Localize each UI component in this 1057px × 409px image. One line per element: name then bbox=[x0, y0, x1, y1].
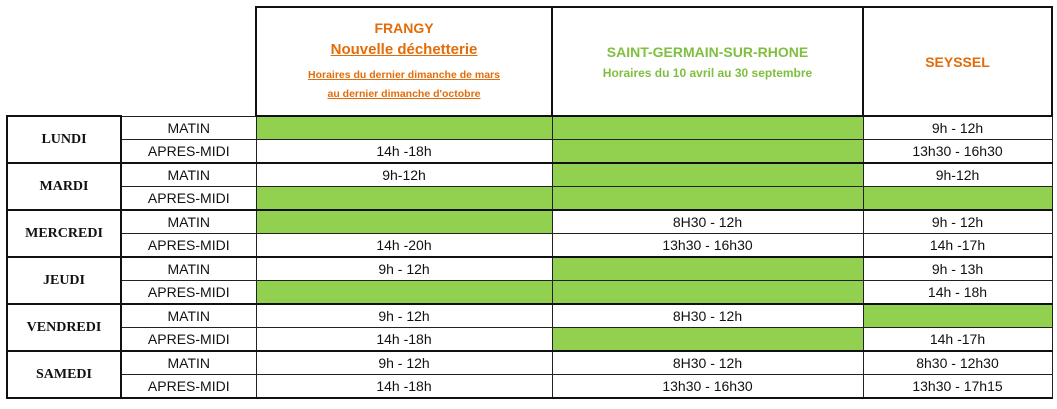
sgsr-hours-cell bbox=[552, 328, 863, 352]
frangy-hours-cell bbox=[256, 116, 552, 140]
frangy-hours-cell: 9h - 12h bbox=[256, 351, 552, 375]
period-morning: MATIN bbox=[121, 257, 256, 281]
period-morning: MATIN bbox=[121, 116, 256, 140]
table-row bbox=[7, 116, 1052, 140]
seyssel-hours-cell: 13h30 - 16h30 bbox=[863, 140, 1052, 164]
frangy-hours-cell bbox=[256, 210, 552, 234]
frangy-hours-cell: 9h - 12h bbox=[256, 257, 552, 281]
period-morning: MATIN bbox=[121, 163, 256, 187]
table-row bbox=[7, 234, 1052, 258]
schedule-table bbox=[6, 6, 1053, 399]
sgsr-hours-cell: 13h30 - 16h30 bbox=[552, 375, 863, 399]
table-row bbox=[7, 351, 1052, 375]
sgsr-hours-cell bbox=[552, 281, 863, 305]
table-row bbox=[7, 187, 1052, 211]
seyssel-hours-cell: 14h -17h bbox=[863, 234, 1052, 258]
seyssel-hours-cell: 9h - 12h bbox=[863, 210, 1052, 234]
period-afternoon: APRES-MIDI bbox=[121, 140, 256, 164]
table-row bbox=[7, 140, 1052, 164]
period-afternoon: APRES-MIDI bbox=[121, 187, 256, 211]
table-row bbox=[7, 304, 1052, 328]
sgsr-hours-cell: 8H30 - 12h bbox=[552, 210, 863, 234]
header-seyssel bbox=[863, 7, 1052, 116]
table-row bbox=[7, 281, 1052, 305]
frangy-subtitle: Nouvelle déchetterie bbox=[330, 40, 478, 58]
seyssel-hours-cell: 9h - 13h bbox=[863, 257, 1052, 281]
day-label: MERCREDI bbox=[7, 210, 121, 257]
sgsr-hours-cell: 13h30 - 16h30 bbox=[552, 234, 863, 258]
sgsr-hours-cell bbox=[552, 140, 863, 164]
seyssel-hours-cell: 8h30 - 12h30 bbox=[863, 351, 1052, 375]
frangy-hours-cell: 14h -20h bbox=[256, 234, 552, 258]
table-row bbox=[7, 328, 1052, 352]
seyssel-hours-cell: 9h-12h bbox=[863, 163, 1052, 187]
seyssel-hours-cell: 9h - 12h bbox=[863, 116, 1052, 140]
seyssel-hours-cell: 14h - 18h bbox=[863, 281, 1052, 305]
seyssel-hours-cell: 14h -17h bbox=[863, 328, 1052, 352]
sgsr-name: SAINT-GERMAIN-SUR-RHONE bbox=[606, 43, 809, 60]
frangy-hours-cell: 14h -18h bbox=[256, 375, 552, 399]
day-label: VENDREDI bbox=[7, 304, 121, 351]
sgsr-hours-cell bbox=[552, 116, 863, 140]
seyssel-hours-cell bbox=[863, 187, 1052, 211]
sgsr-hours-cell bbox=[552, 257, 863, 281]
table-row bbox=[7, 257, 1052, 281]
frangy-hours-cell bbox=[256, 281, 552, 305]
period-morning: MATIN bbox=[121, 304, 256, 328]
table-row bbox=[7, 375, 1052, 399]
frangy-line2: au dernier dimanche d'octobre bbox=[327, 87, 481, 100]
sgsr-hours-cell: 8H30 - 12h bbox=[552, 304, 863, 328]
day-label: SAMEDI bbox=[7, 351, 121, 398]
day-label: JEUDI bbox=[7, 257, 121, 304]
frangy-hours-period bbox=[257, 66, 551, 104]
period-afternoon: APRES-MIDI bbox=[121, 328, 256, 352]
period-afternoon: APRES-MIDI bbox=[121, 234, 256, 258]
table-row bbox=[7, 210, 1052, 234]
sgsr-hours-cell bbox=[552, 187, 863, 211]
frangy-line1: Horaires du dernier dimanche de mars bbox=[308, 68, 500, 81]
sgsr-hours-cell: 8H30 - 12h bbox=[552, 351, 863, 375]
day-label: LUNDI bbox=[7, 116, 121, 163]
header-blank bbox=[7, 7, 256, 116]
frangy-hours-cell bbox=[256, 187, 552, 211]
header-row bbox=[7, 7, 1052, 116]
frangy-hours-cell: 9h-12h bbox=[256, 163, 552, 187]
header-frangy bbox=[256, 7, 552, 116]
sgsr-subtitle: Horaires du 10 avril au 30 septembre bbox=[602, 65, 813, 80]
sgsr-hours-cell bbox=[552, 163, 863, 187]
table-row bbox=[7, 163, 1052, 187]
period-morning: MATIN bbox=[121, 210, 256, 234]
seyssel-hours-cell: 13h30 - 17h15 bbox=[863, 375, 1052, 399]
frangy-name: FRANGY bbox=[374, 19, 434, 36]
period-afternoon: APRES-MIDI bbox=[121, 375, 256, 399]
header-sgsr bbox=[552, 7, 863, 116]
period-afternoon: APRES-MIDI bbox=[121, 281, 256, 305]
frangy-hours-cell: 14h -18h bbox=[256, 140, 552, 164]
day-label: MARDI bbox=[7, 163, 121, 210]
seyssel-hours-cell bbox=[863, 304, 1052, 328]
period-morning: MATIN bbox=[121, 351, 256, 375]
frangy-hours-cell: 9h - 12h bbox=[256, 304, 552, 328]
frangy-hours-cell: 14h -18h bbox=[256, 328, 552, 352]
seyssel-name: SEYSSEL bbox=[925, 53, 990, 70]
